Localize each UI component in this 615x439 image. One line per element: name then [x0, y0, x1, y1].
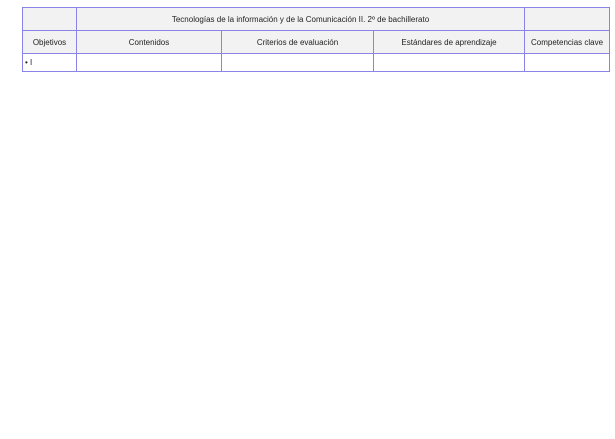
cell-criterios	[222, 54, 374, 72]
table-header-row	[23, 31, 610, 54]
table-title-row	[23, 8, 610, 31]
curriculum-table	[22, 7, 610, 72]
header-criterios: Criterios de evaluación	[222, 31, 374, 54]
cell-competencias	[525, 54, 610, 72]
table-row	[23, 54, 610, 72]
cell-contenidos	[77, 54, 222, 72]
cell-objetivos: • I	[23, 54, 77, 72]
title-end-cell	[525, 8, 610, 31]
title-corner-cell	[23, 8, 77, 31]
header-contenidos: Contenidos	[77, 31, 222, 54]
table-title: Tecnologías de la información y de la Comunicación II. 2º de bachillerato	[77, 8, 525, 31]
header-objetivos: Objetivos	[23, 31, 77, 54]
header-competencias: Competencias clave	[525, 31, 610, 54]
cell-estandares	[374, 54, 525, 72]
header-estandares: Estándares de aprendizaje	[374, 31, 525, 54]
